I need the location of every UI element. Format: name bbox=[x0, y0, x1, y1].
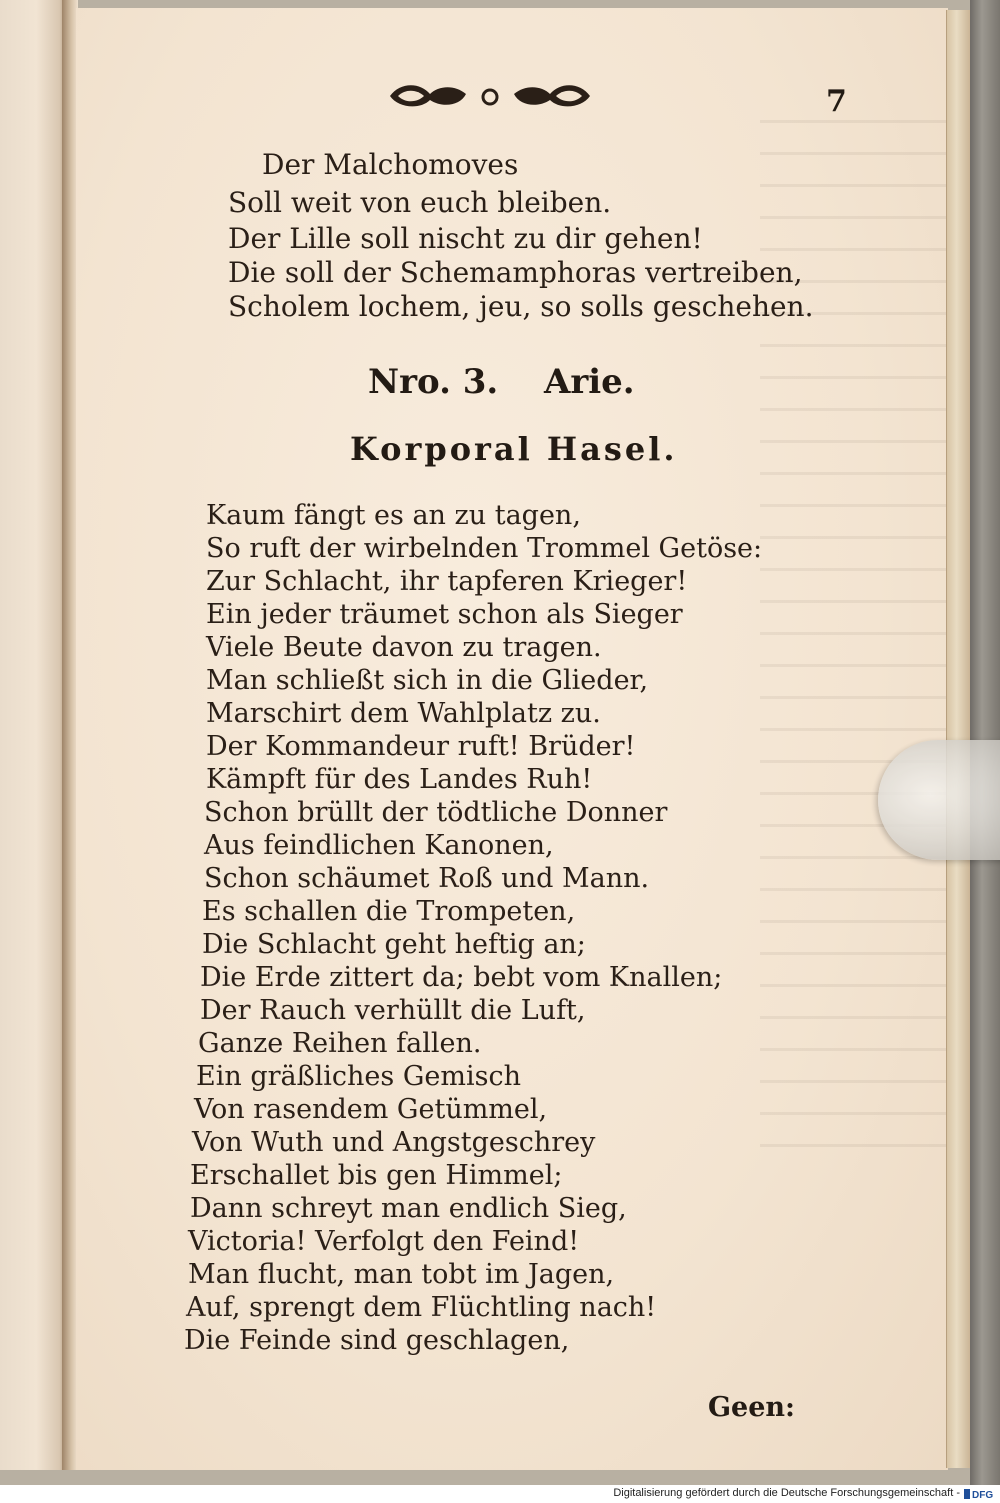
dfg-logo-icon bbox=[964, 1488, 994, 1500]
verse-line: Schon schäumet Roß und Mann. bbox=[204, 863, 650, 894]
verse-line: Aus feindlichen Kanonen, bbox=[204, 830, 554, 861]
verse-line: Soll weit von euch bleiben. bbox=[228, 186, 612, 219]
verse-line: Scholem lochem, jeu, so solls geschehen. bbox=[228, 290, 814, 323]
page-stack-edge bbox=[946, 10, 971, 1468]
verse-line: Viele Beute davon zu tragen. bbox=[206, 632, 602, 663]
page-clip-holder bbox=[878, 740, 1000, 860]
section-type: Arie. bbox=[543, 362, 635, 402]
verse-line: Kaum fängt es an zu tagen, bbox=[206, 500, 581, 531]
verse-line: Es schallen die Trompeten, bbox=[202, 896, 576, 927]
verse-line: Ganze Reihen fallen. bbox=[198, 1028, 482, 1059]
verse-line: Der Lille soll nischt zu dir gehen! bbox=[228, 222, 703, 255]
character-name: Korporal Hasel. bbox=[350, 430, 678, 468]
verse-line: Marschirt dem Wahlplatz zu. bbox=[206, 698, 601, 729]
verse-line: So ruft der wirbelnden Trommel Getöse: bbox=[206, 533, 763, 564]
page-number: 7 bbox=[826, 84, 847, 119]
dfg-logo-text: DFG bbox=[972, 1490, 994, 1500]
verse-line: Victoria! Verfolgt den Feind! bbox=[188, 1226, 580, 1257]
verse-line: Der Malchomoves bbox=[262, 148, 519, 181]
left-page-edge bbox=[0, 0, 66, 1470]
section-heading bbox=[368, 362, 635, 402]
section-number: Nro. 3. bbox=[368, 362, 499, 402]
verse-line: Von rasendem Getümmel, bbox=[194, 1094, 548, 1125]
verse-line: Auf, sprengt dem Flüchtling nach! bbox=[186, 1292, 657, 1323]
verse-line: Der Rauch verhüllt die Luft, bbox=[200, 995, 586, 1026]
verse-line: Die Feinde sind geschlagen, bbox=[184, 1325, 570, 1356]
verse-line: Der Kommandeur ruft! Brüder! bbox=[206, 731, 636, 762]
verse-line: Erschallet bis gen Himmel; bbox=[190, 1160, 563, 1191]
verse-line: Man schließt sich in die Glieder, bbox=[206, 665, 649, 696]
catchword: Geen: bbox=[708, 1392, 796, 1423]
verse-line: Die Erde zittert da; bebt vom Knallen; bbox=[200, 962, 723, 993]
fleuron-ornament-icon bbox=[380, 76, 600, 116]
verse-line: Schon brüllt der tödtliche Donner bbox=[204, 797, 668, 828]
verse-line: Dann schreyt man endlich Sieg, bbox=[190, 1193, 627, 1224]
digitization-credit: Digitalisierung gefördert durch die Deutsche Forschungsgemeinschaft - bbox=[613, 1487, 960, 1499]
verse-line: Ein gräßliches Gemisch bbox=[196, 1061, 521, 1092]
verse-line: Ein jeder träumet schon als Sieger bbox=[206, 599, 683, 630]
verse-line: Kämpft für des Landes Ruh! bbox=[206, 764, 593, 795]
verse-line: Man flucht, man tobt im Jagen, bbox=[188, 1259, 615, 1290]
verse-line: Die Schlacht geht heftig an; bbox=[202, 929, 586, 960]
verse-line: Die soll der Schemamphoras vertreiben, bbox=[228, 256, 803, 289]
verse-line: Zur Schlacht, ihr tapferen Krieger! bbox=[206, 566, 688, 597]
verse-line: Von Wuth und Angstgeschrey bbox=[192, 1127, 596, 1158]
